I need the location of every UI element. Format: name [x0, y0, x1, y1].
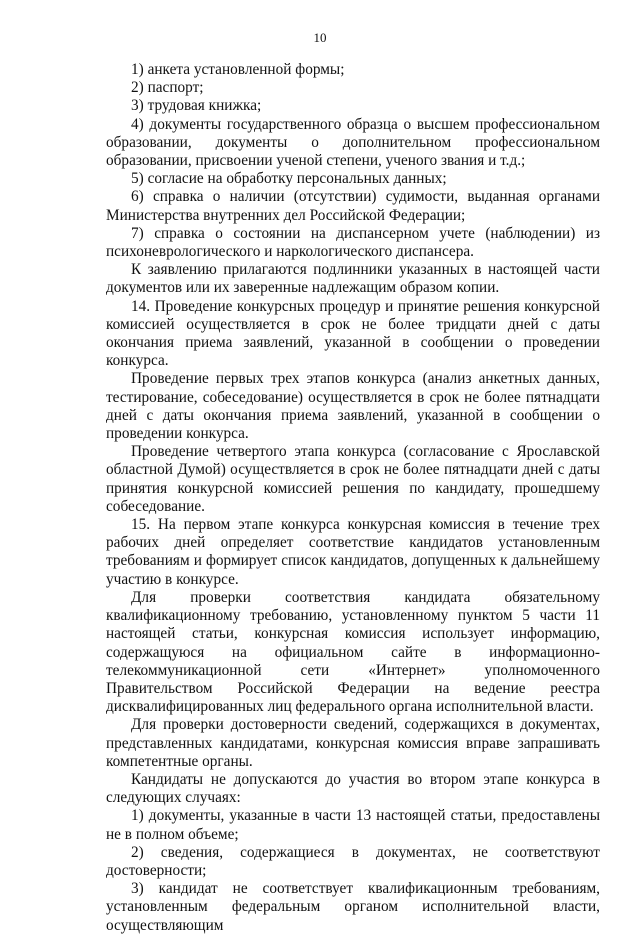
- paragraph: 7) справка о состоянии на диспансерном учете (наблюдении) из психоневрологического и наркологического диспансера.: [106, 224, 600, 261]
- paragraph: Проведение первых трех этапов конкурса (анализ анкетных данных, тестирование, собеседование) осуществляется в срок не более пятнадцати дней с даты окончания приема заявлений, указанной в сообщении о проведении конкурса.: [106, 370, 600, 443]
- paragraph: 14. Проведение конкурсных процедур и принятие решения конкурсной комиссией осуществляется в срок не более тридцати дней с даты окончания приема заявлений, указанной в сообщении о проведении конкурса.: [106, 297, 600, 370]
- paragraph: 5) согласие на обработку персональных данных;: [131, 170, 447, 188]
- paragraph: Проведение четвертого этапа конкурса (согласование с Ярославской областной Думой) осуществляется в срок не более пятнадцати дней с даты принятия конкурсной комиссией решения по кандидату, прошедшему собеседование.: [106, 443, 600, 515]
- paragraph: 3) кандидат не соответствует квалификационным требованиям, установленным федеральным органом исполнительной власти, осуществляющим: [106, 880, 600, 934]
- paragraph: 1) анкета установленной формы;: [131, 61, 345, 78]
- paragraph: 4) документы государственного образца о высшем профессиональном образовании, документы о дополнительном профессиональном образовании, присвоении ученой степени, ученого звания и т.д.;: [106, 115, 600, 170]
- paragraph: Кандидаты не допускаются до участия во втором этапе конкурса в следующих случаях:: [106, 770, 600, 807]
- paragraph: 2) сведения, содержащиеся в документах, не соответствуют достоверности;: [106, 843, 600, 879]
- document-body: [106, 61, 600, 935]
- paragraph: 2) паспорт;: [131, 79, 204, 97]
- page-number: 10: [313, 30, 327, 45]
- paragraph: 1) документы, указанные в части 13 настоящей статьи, предоставлены не в полном объеме;: [106, 807, 600, 843]
- paragraph: Для проверки соответствия кандидата обязательному квалификационному требованию, установленному пунктом 5 части 11 настоящей статьи, конкурсная комиссия использует информацию, содержащуюся на официальном сайте в информационно-телекоммуникационной сети «Интернет» уполномоченного Правительством Российской Федерации на ведение реестра дисквалифицированных лиц федерального органа исполнительной власти.: [106, 588, 600, 716]
- paragraph: К заявлению прилагаются подлинники указанных в настоящей части документов или их заверенные надлежащим образом копии.: [106, 261, 600, 297]
- paragraph: Для проверки достоверности сведений, содержащихся в документах, представленных кандидатами, конкурсная комиссия вправе запрашивать компетентные органы.: [106, 716, 600, 770]
- paragraph: 3) трудовая книжка;: [131, 97, 262, 115]
- paragraph: 15. На первом этапе конкурса конкурсная комиссия в течение трех рабочих дней определяет соответствие кандидатов установленным требованиям и формирует список кандидатов, допущенных к дальнейшему участию в конкурсе.: [106, 516, 600, 588]
- paragraph: 6) справка о наличии (отсутствии) судимости, выданная органами Министерства внутренних дел Российской Федерации;: [106, 188, 600, 224]
